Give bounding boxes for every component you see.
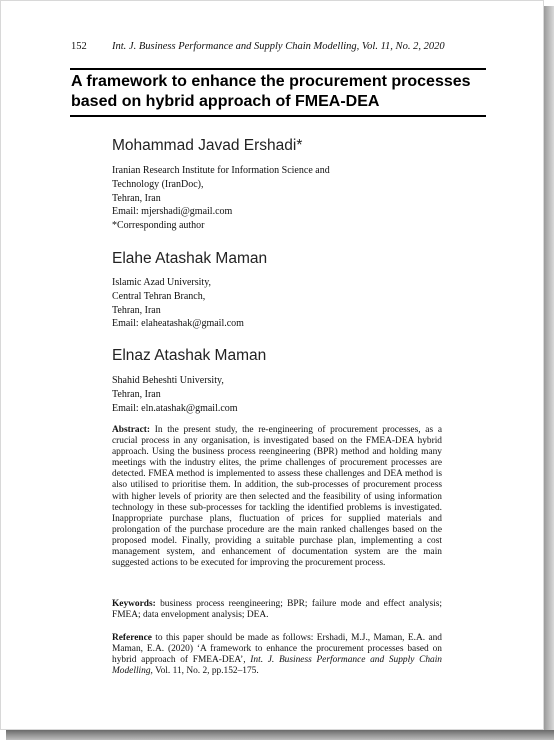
author-name: Elnaz Atashak Maman	[112, 347, 267, 364]
keywords-text: business process reengineering; BPR; failure mode and effect analysis; FMEA; data envelopment analysis; DEA.	[112, 599, 442, 621]
abstract	[112, 425, 442, 569]
title-rule-top	[70, 68, 486, 70]
author-name: Mohammad Javad Ershadi*	[112, 137, 303, 154]
affiliation-line: Tehran, Iran	[112, 192, 161, 204]
author-email: Email: eln.atashak@gmail.com	[112, 402, 238, 414]
affiliation-line: Technology (IranDoc),	[112, 178, 204, 190]
page-shadow-right	[544, 6, 554, 740]
affiliation-line: Shahid Beheshti University,	[112, 375, 224, 386]
reference-label: Reference	[112, 633, 152, 643]
title-rule-bottom	[70, 115, 486, 117]
abstract-text: In the present study, the re-engineering of procurement processes, as a crucial process in any organisation, is investigated based on the FMEA-DEA hybrid approach. Using the business process reengineering (BPR) method and holding many meetings with the industry elites, the prime challenges of procurement processes are detected. FMEA method is implemented to assess these challenges and DEA method is also utilised to prioritise them. In addition, the sub-processes of procurement process with higher levels of priority are then selected and the feasibility of using information technology in these sub-processes for tackling the identified problems is investigated. Inappropriate purchase plans, fluctuation of prices for supplied materials and prolongation of the purchase procedure are the main ranked challenges based on the proposed model. Finally, providing a suitable purchase plan, implementing a cost management system, and enhancement of documentation system are the main suggested actions to be executed for improving the procurement process.	[112, 425, 442, 569]
affiliation-line: Iranian Research Institute for Information Science and	[112, 165, 330, 176]
author-email: Email: mjershadi@gmail.com	[112, 206, 233, 218]
affiliation-line: Tehran, Iran	[112, 304, 161, 316]
corresponding-author-note: *Corresponding author	[112, 220, 205, 232]
author-email: Email: elaheatashak@gmail.com	[112, 318, 244, 330]
keywords	[112, 599, 442, 621]
author-affiliation	[112, 164, 330, 233]
reference-text: to this paper should be made as follows: Ershadi, M.J., Maman, E.A. and Maman, E.A. (2020) ‘A framework to enhance the procurement processes based on hybrid approach of FMEA-DEA’,	[112, 633, 442, 666]
author-name: Elahe Atashak Maman	[112, 250, 268, 267]
reference-volume: , Vol. 11, No. 2, pp.152–175.	[150, 666, 259, 677]
reference-journal: Int. J. Business Performance and Supply Chain Modelling	[112, 655, 442, 677]
keywords-label: Keywords:	[112, 599, 156, 609]
affiliation-line: Central Tehran Branch,	[112, 290, 206, 302]
citation-reference	[112, 633, 442, 677]
affiliation-line: Islamic Azad University,	[112, 277, 212, 288]
author-affiliation	[112, 276, 244, 331]
running-header-journal: Int. J. Business Performance and Supply Chain Modelling, Vol. 11, No. 2, 2020	[112, 41, 445, 52]
paper-title: A framework to enhance the procurement processes based on hybrid approach of FMEA-DEA	[71, 73, 471, 110]
page-number: 152	[71, 41, 87, 52]
affiliation-line: Tehran, Iran	[112, 388, 161, 400]
page-shadow-bottom	[6, 730, 554, 740]
abstract-label: Abstract:	[112, 425, 151, 435]
author-affiliation	[112, 374, 238, 415]
